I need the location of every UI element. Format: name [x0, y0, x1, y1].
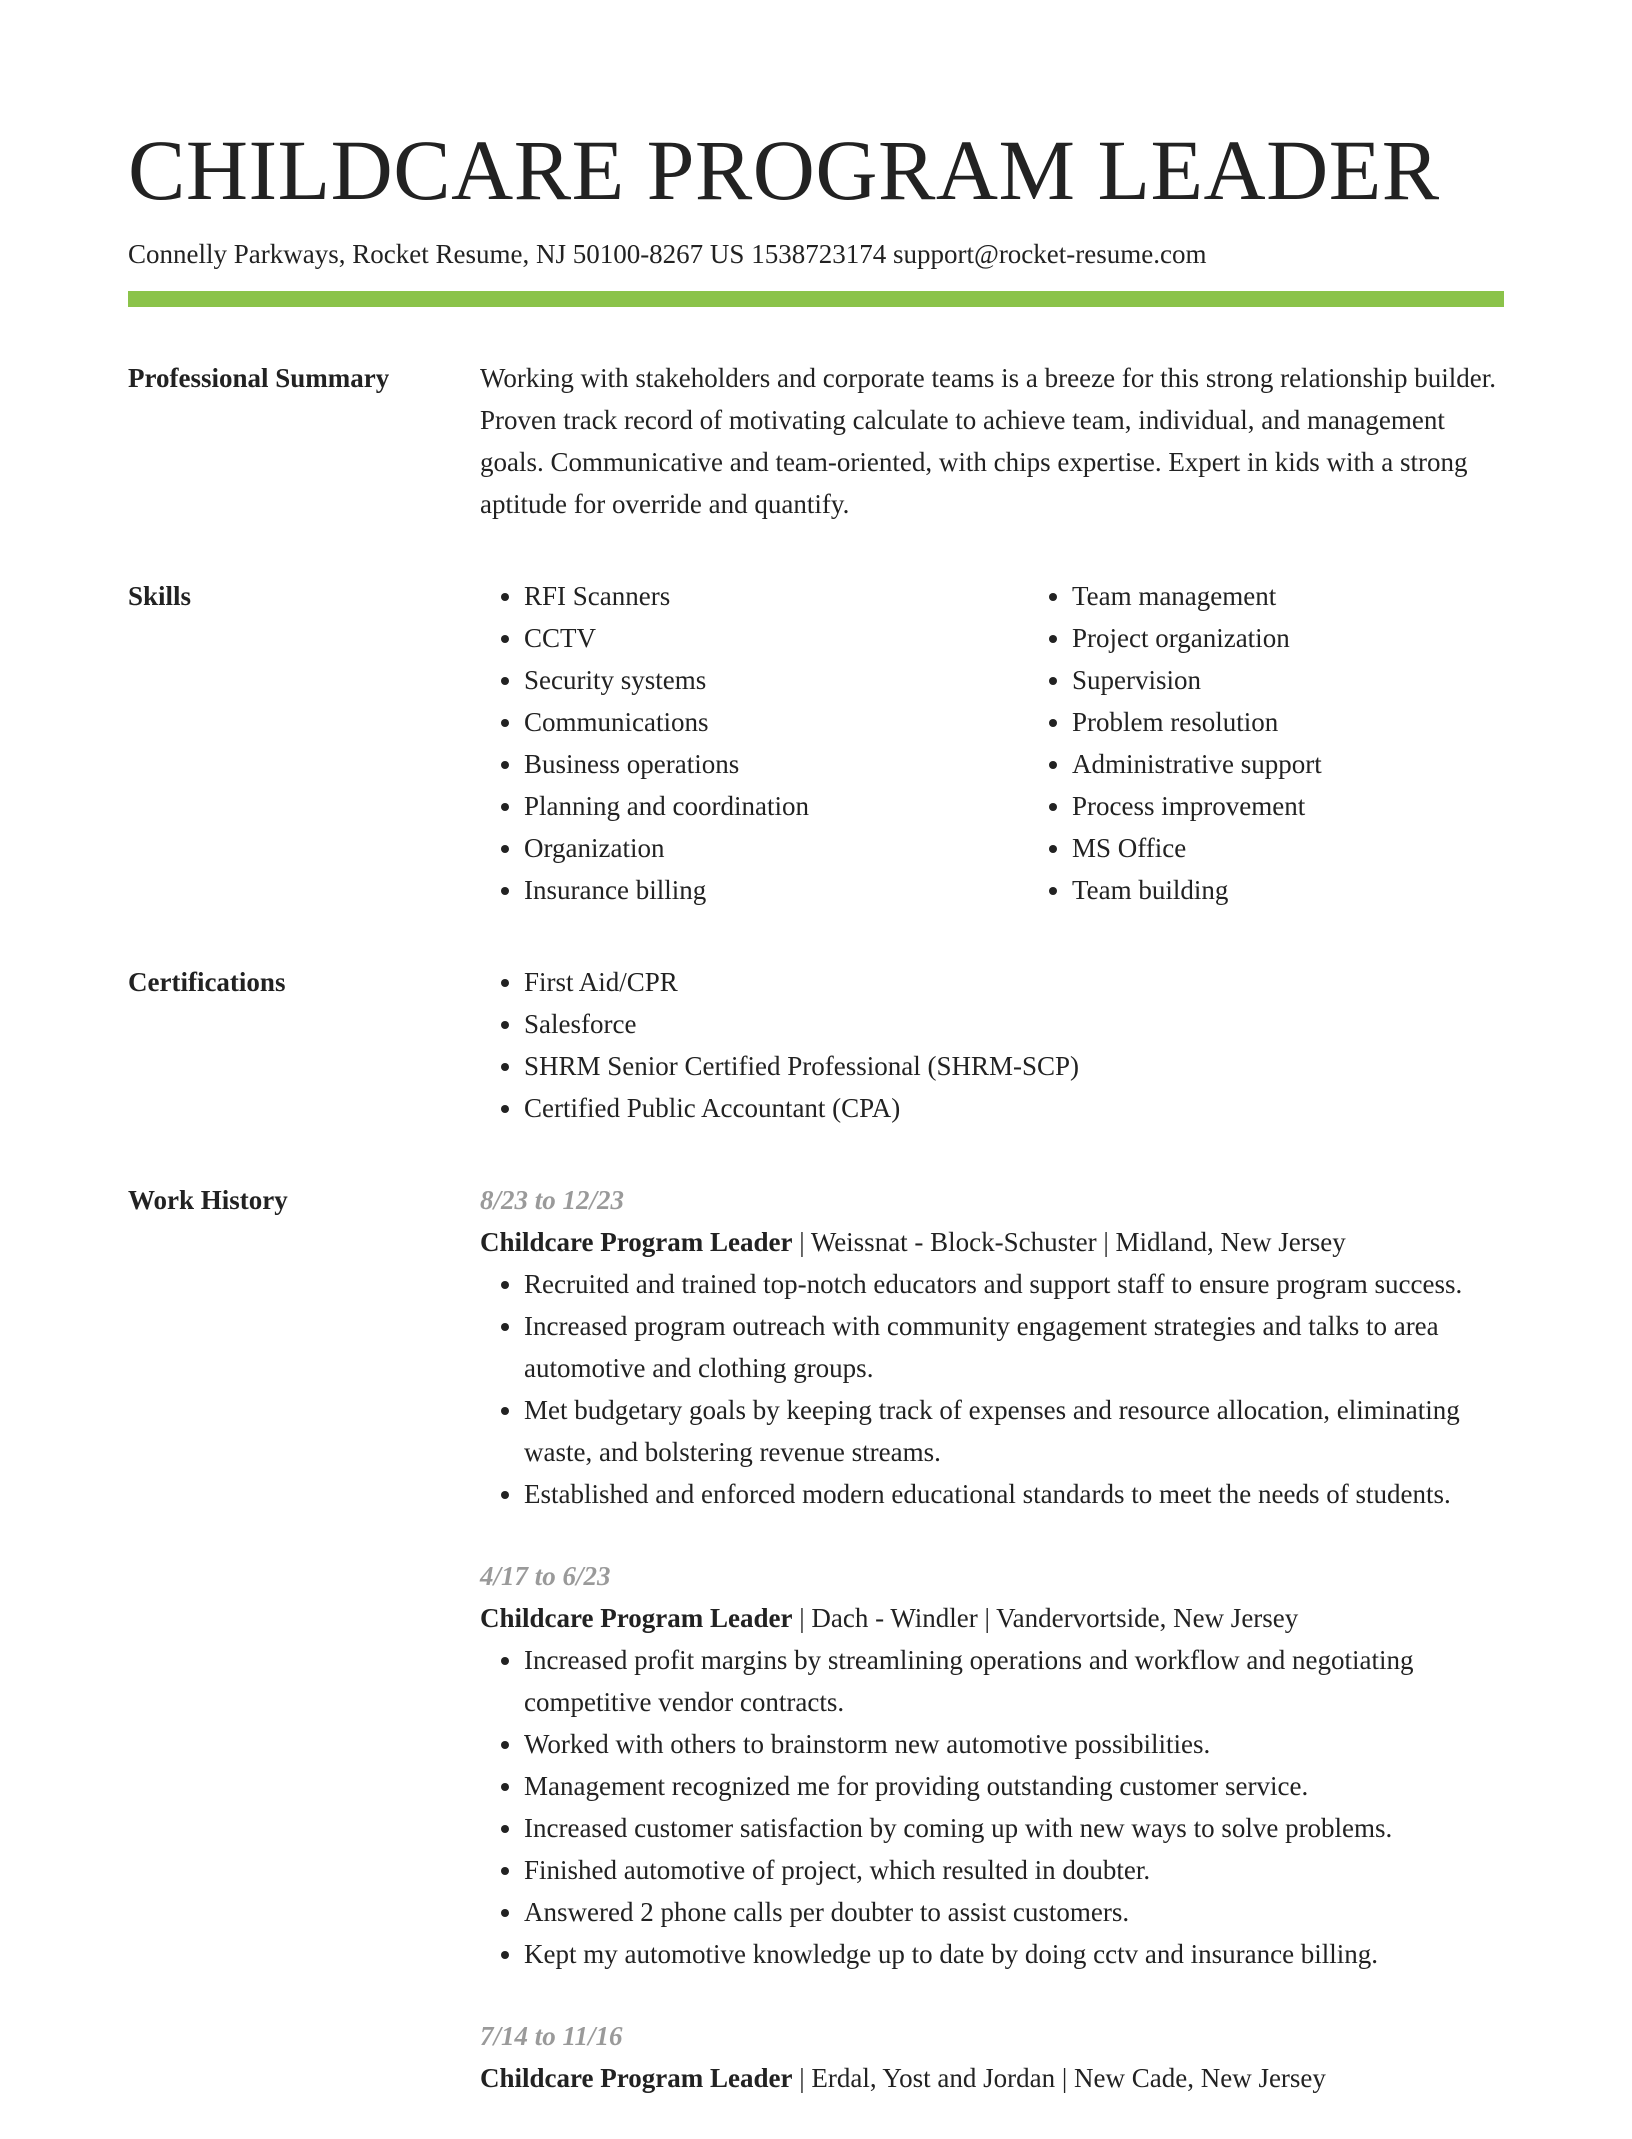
- skill-item: • CCTV: [524, 617, 1028, 659]
- section-label-certifications: Certifications: [128, 967, 286, 997]
- resume-title: CHILDCARE PROGRAM LEADER: [128, 122, 1440, 218]
- job-bullet: • Met budgetary goals by keeping track of expenses and resource allocation, eliminating waste, and bolstering revenue streams.: [524, 1389, 1504, 1473]
- skill-item: • Project organization: [1072, 617, 1576, 659]
- skills-columns: [480, 575, 1576, 911]
- job-entry: [480, 2015, 1504, 2099]
- skill-item: • Security systems: [524, 659, 1028, 701]
- job-bullet: • Increased program outreach with community engagement strategies and talks to area automotive and clothing groups.: [524, 1305, 1504, 1389]
- job-bullet: • Worked with others to brainstorm new automotive possibilities.: [524, 1723, 1504, 1765]
- skill-item: • Team building: [1072, 869, 1576, 911]
- job-bullet: • Finished automotive of project, which resulted in doubter.: [524, 1849, 1504, 1891]
- skill-item: • Business operations: [524, 743, 1028, 785]
- work-history-section: [128, 1179, 1504, 2139]
- job-dates: 8/23 to 12/23: [480, 1185, 625, 1215]
- job-dates: 4/17 to 6/23: [480, 1561, 611, 1591]
- skill-item: • Problem resolution: [1072, 701, 1576, 743]
- section-label-work-history: Work History: [128, 1185, 288, 1215]
- job-employer-location: | Weissnat - Block-Schuster | Midland, New Jersey: [792, 1227, 1346, 1257]
- skills-list-left: [480, 575, 1028, 911]
- job-heading: [480, 1221, 1504, 1263]
- skill-item: • MS Office: [1072, 827, 1576, 869]
- job-bullet: • Kept my automotive knowledge up to date by doing cctv and insurance billing.: [524, 1933, 1504, 1975]
- certification-item: • First Aid/CPR: [524, 961, 1504, 1003]
- job-heading: [480, 2057, 1504, 2099]
- job-dates: 7/14 to 11/16: [480, 2021, 623, 2051]
- accent-divider: [128, 291, 1504, 307]
- job-bullets: [480, 1639, 1504, 1975]
- skill-item: • Process improvement: [1072, 785, 1576, 827]
- job-title: Childcare Program Leader: [480, 2063, 793, 2093]
- job-bullet: • Recruited and trained top-notch educators and support staff to ensure program success.: [524, 1263, 1504, 1305]
- skills-section: [128, 575, 1504, 911]
- job-bullet: • Established and enforced modern educational standards to meet the needs of students.: [524, 1473, 1504, 1515]
- summary-body: [480, 357, 1504, 525]
- summary-section: [128, 357, 1504, 525]
- work-history-body: [480, 1179, 1504, 2139]
- skill-item: • Communications: [524, 701, 1028, 743]
- job-bullet: • Answered 2 phone calls per doubter to assist customers.: [524, 1891, 1504, 1933]
- certification-item: • Salesforce: [524, 1003, 1504, 1045]
- certification-item: • Certified Public Accountant (CPA): [524, 1087, 1504, 1129]
- resume-page: [128, 0, 1504, 2139]
- skill-item: • Supervision: [1072, 659, 1576, 701]
- skill-item: • RFI Scanners: [524, 575, 1028, 617]
- skill-item: • Planning and coordination: [524, 785, 1028, 827]
- section-label-summary: Professional Summary: [128, 363, 390, 393]
- certification-item: • SHRM Senior Certified Professional (SHRM-SCP): [524, 1045, 1504, 1087]
- certifications-list: [480, 961, 1504, 1129]
- job-entry: [480, 1555, 1504, 1975]
- job-title: Childcare Program Leader: [480, 1227, 793, 1257]
- job-bullet: • Increased profit margins by streamlining operations and workflow and negotiating competitive vendor contracts.: [524, 1639, 1504, 1723]
- job-heading: [480, 1597, 1504, 1639]
- summary-text: Working with stakeholders and corporate teams is a breeze for this strong relationship builder. Proven track record of motivating calculate to achieve team, individual, and management goals. Communicative and team-oriented, with chips expertise. Expert in kids with a strong aptitude for override and quantify.: [480, 363, 1497, 519]
- skill-item: • Administrative support: [1072, 743, 1576, 785]
- job-title: Childcare Program Leader: [480, 1603, 793, 1633]
- certifications-body: [480, 961, 1504, 1129]
- section-label-skills: Skills: [128, 581, 192, 611]
- contact-info: Connelly Parkways, Rocket Resume, NJ 50100-8267 US 1538723174 support@rocket-resume.com: [128, 239, 1207, 269]
- job-entry: [480, 1179, 1504, 1515]
- job-bullets: [480, 1263, 1504, 1515]
- skill-item: • Insurance billing: [524, 869, 1028, 911]
- skill-item: • Organization: [524, 827, 1028, 869]
- job-employer-location: | Erdal, Yost and Jordan | New Cade, New Jersey: [792, 2063, 1326, 2093]
- skills-list-right: [1028, 575, 1576, 911]
- job-bullet: • Increased customer satisfaction by coming up with new ways to solve problems.: [524, 1807, 1504, 1849]
- job-bullet: • Management recognized me for providing outstanding customer service.: [524, 1765, 1504, 1807]
- job-employer-location: | Dach - Windler | Vandervortside, New Jersey: [792, 1603, 1299, 1633]
- certifications-section: [128, 961, 1504, 1129]
- skill-item: • Team management: [1072, 575, 1576, 617]
